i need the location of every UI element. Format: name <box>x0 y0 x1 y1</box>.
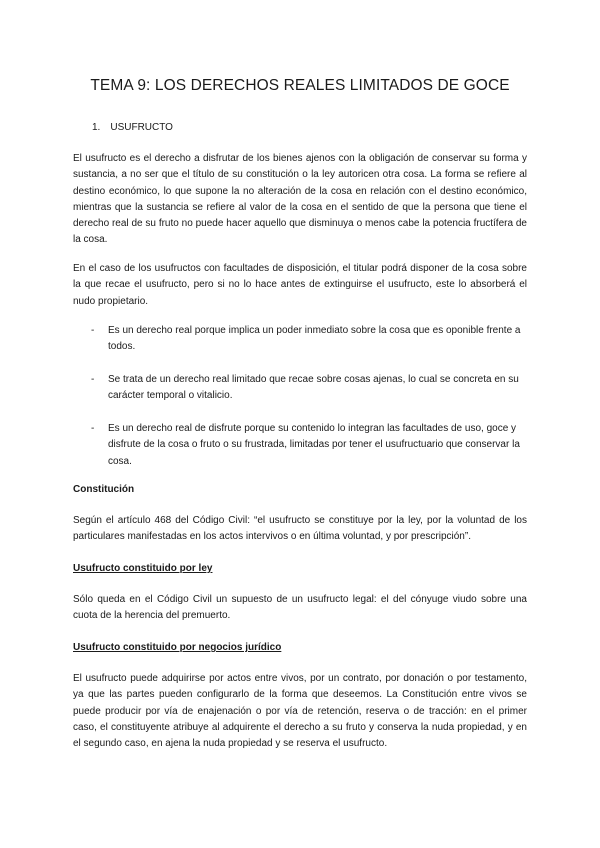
section-title: USUFRUCTO <box>110 122 173 133</box>
section-number: 1. <box>92 122 101 133</box>
list-item <box>91 421 527 470</box>
list-item-text: Es un derecho real porque implica un poder inmediato sobre la cosa que es oponible frente a todos. <box>108 325 521 353</box>
list-item-text: Se trata de un derecho real limitado que recae sobre cosas ajenas, lo cual se concreta en su carácter temporal o vitalicio. <box>108 374 519 402</box>
constitucion-paragraph: Según el artículo 468 del Código Civil: “el usufructo se constituye por la ley, por la voluntad de los particulares manifestadas en los actos intervivos o en última voluntad, y por prescripción”. <box>73 515 527 543</box>
paragraph-disposition: En el caso de los usufructos con facultades de disposición, el titular podrá disponer de la cosa sobre la que recae el usufructo, pero si no lo hace antes de extinguirse el usufructo, este lo absorberá el nudo propietario. <box>73 263 527 307</box>
list-marker: - <box>91 325 95 336</box>
section-heading <box>92 122 173 133</box>
list-marker: - <box>91 374 95 385</box>
usufructo-ley-paragraph: Sólo queda en el Código Civil un supuesto de un usufructo legal: el del cónyuge viudo sobre una cuota de la herencia del premuerto. <box>73 594 527 622</box>
usufructo-negocios-paragraph: El usufructo puede adquirirse por actos entre vivos, por un contrato, por donación o por testamento, ya que las partes pueden configurarlo de la forma que deseemos. La Constitución entre vivos se puede producir por vía de enajenación o por vía de retención, reserva o de tracción: en el primer caso, el constituyente atribuye al adquirente el derecho a su fruto y conserva la nuda propiedad, y en el segundo caso, en ajena la nuda propiedad y se reserva el usufructo. <box>73 673 527 750</box>
paragraph-definition: El usufructo es el derecho a disfrutar de los bienes ajenos con la obligación de conservar su forma y sustancia, a no ser que el título de su constitución o la ley autoricen otra cosa. La forma se refiere al destino económico, lo que supone la no alteración de la cosa en relación con el destino económico, mientras que la sustancia se refiere al valor de la cosa en el sentido de que la persona que tiene el derecho real de su fruto no puede hacer aquello que disminuya o menos cabe la potencia fructífera de la cosa. <box>73 153 527 246</box>
list-item <box>91 323 527 356</box>
usufructo-ley-heading: Usufructo constituido por ley <box>73 563 213 574</box>
list-item <box>91 372 527 405</box>
page-title: TEMA 9: LOS DERECHOS REALES LIMITADOS DE GOCE <box>90 77 510 94</box>
list-item-text: Es un derecho real de disfrute porque su contenido lo integran las facultades de uso, goce y disfrute de la cosa o fruto o su frustrada, limitadas por tener el usufructuario que conservar la cosa. <box>108 423 520 467</box>
constitucion-heading: Constitución <box>73 484 135 495</box>
usufructo-negocios-heading: Usufructo constituido por negocios jurídico <box>73 642 282 653</box>
list-marker: - <box>91 423 95 434</box>
